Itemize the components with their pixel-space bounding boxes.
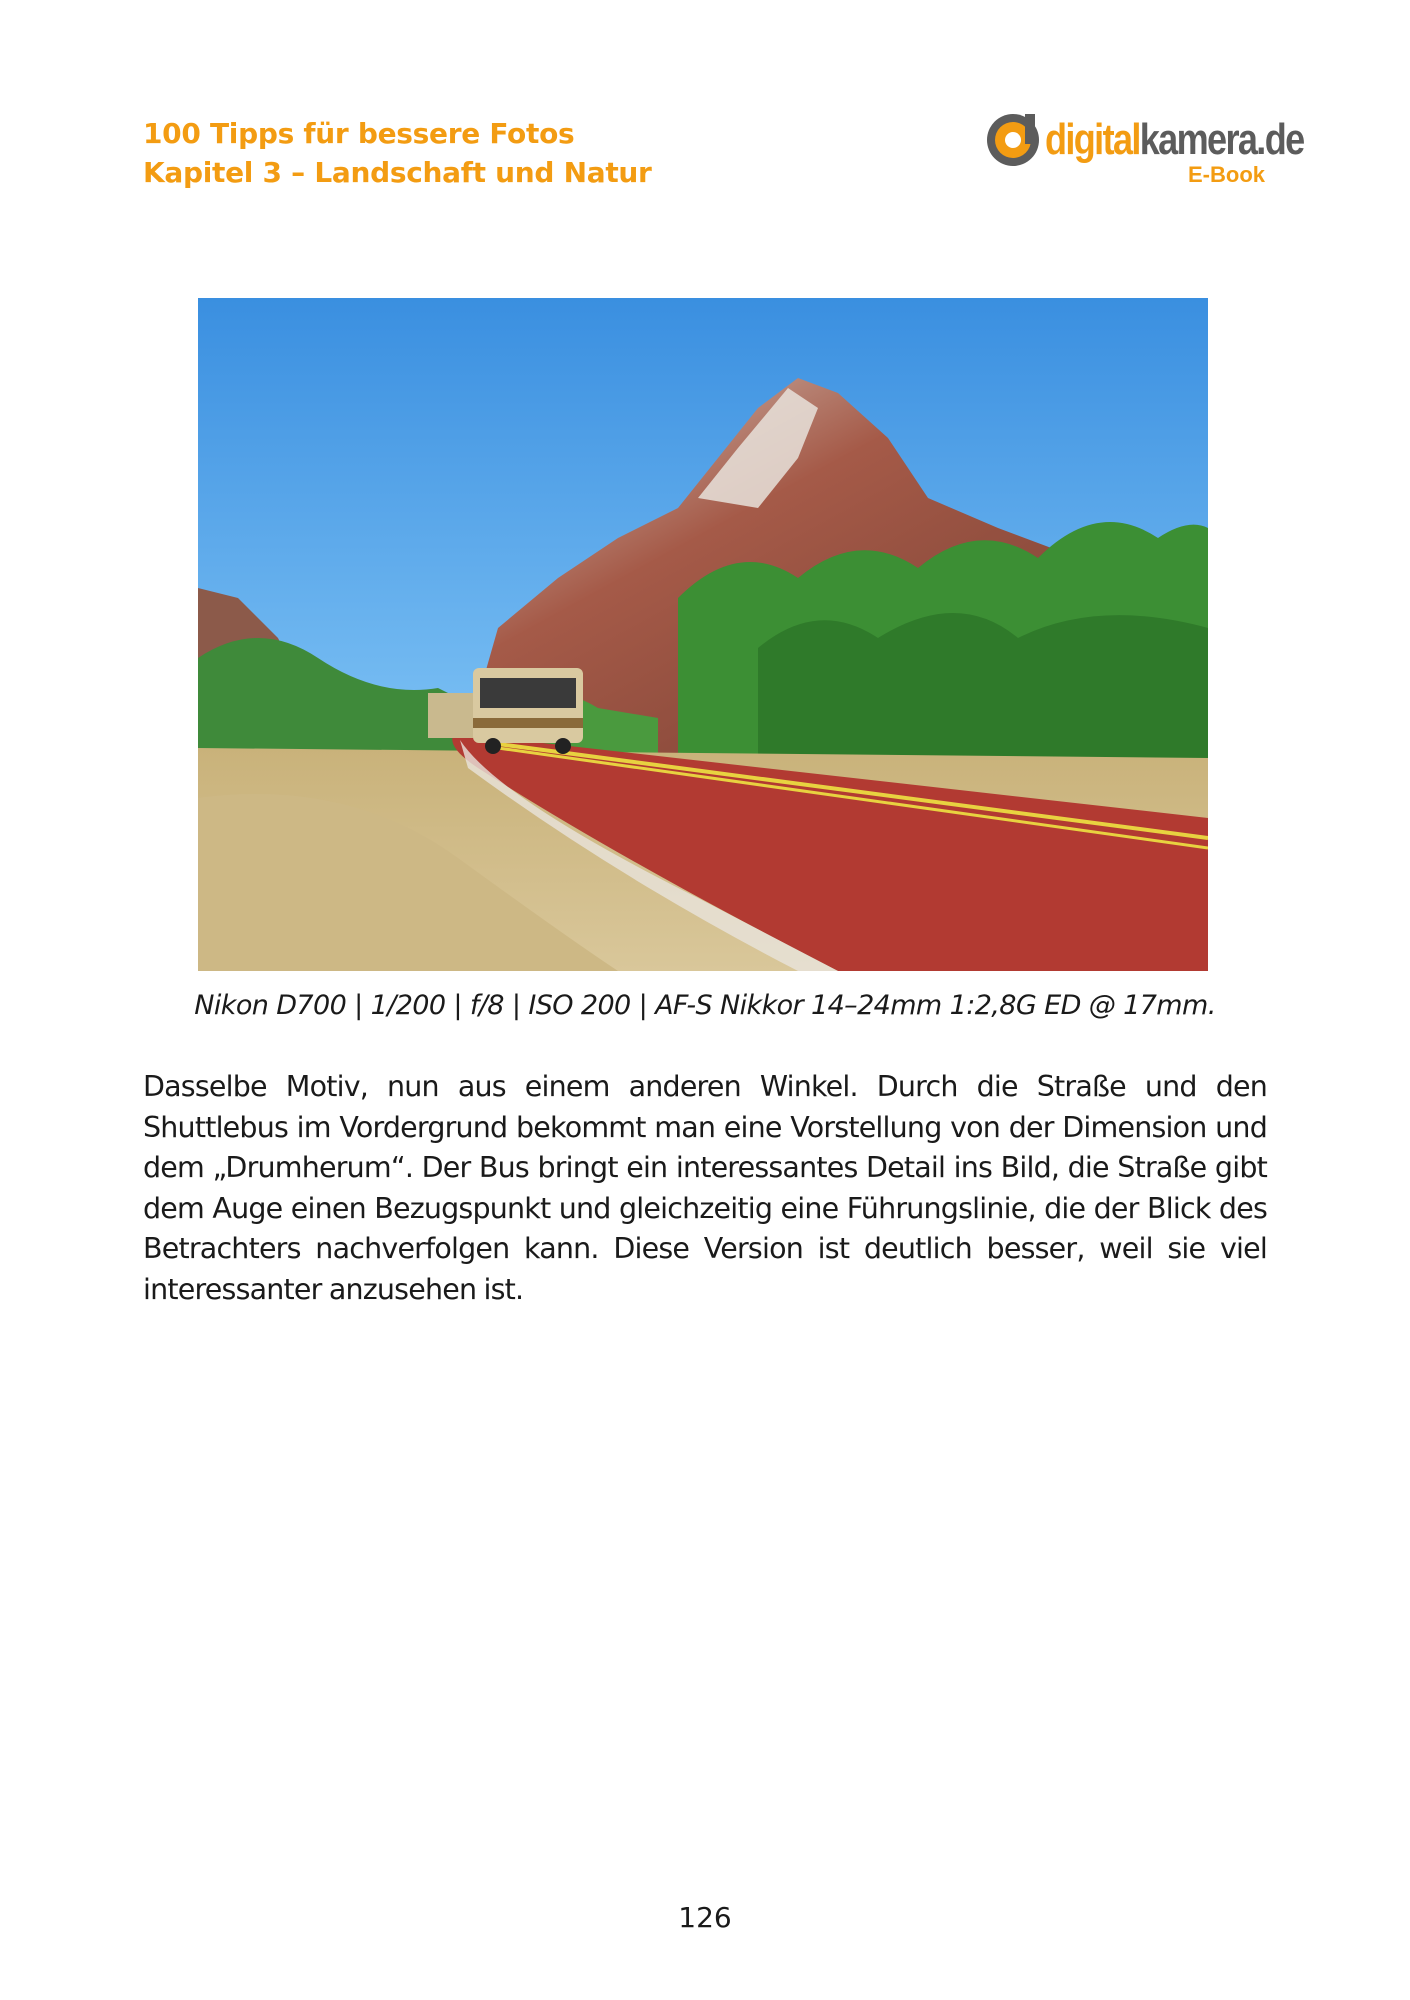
brand-part-digital: digital — [1045, 115, 1140, 164]
brand-wordmark — [1045, 113, 1304, 167]
camera-lens-logo-icon — [985, 112, 1041, 168]
header-title — [143, 114, 652, 192]
page-number: 126 — [678, 1901, 732, 1934]
photo-caption: Nikon D700 | 1/200 | f/8 | ISO 200 | AF-S Nikkor 14–24mm 1:2,8G ED @ 17mm. — [194, 990, 1216, 1021]
brand-part-kamera: kamera.de — [1139, 115, 1304, 164]
body-paragraph: Dasselbe Motiv, nun aus einem anderen Winkel. Durch die Straße und den Shuttlebus im Vordergrund bekommt man eine Vorstellung von der Dimension und dem „Drumherum“. Der Bus bringt ein interessantes Detail ins Bild, die Straße gibt dem Auge einen Bezugspunkt und gleichzeitig eine Führungslinie, die der Blick des Betrachters nachverfolgen kann. Diese Version ist deutlich besser, weil sie viel interessanter anzusehen ist. — [143, 1070, 1267, 1306]
landscape-photo — [198, 298, 1208, 971]
chapter-title: Kapitel 3 – Landschaft und Natur — [143, 156, 652, 189]
book-title: 100 Tipps für bessere Fotos — [143, 117, 575, 150]
ebook-label: E-Book — [1188, 162, 1265, 187]
brand-logo — [985, 108, 1304, 190]
